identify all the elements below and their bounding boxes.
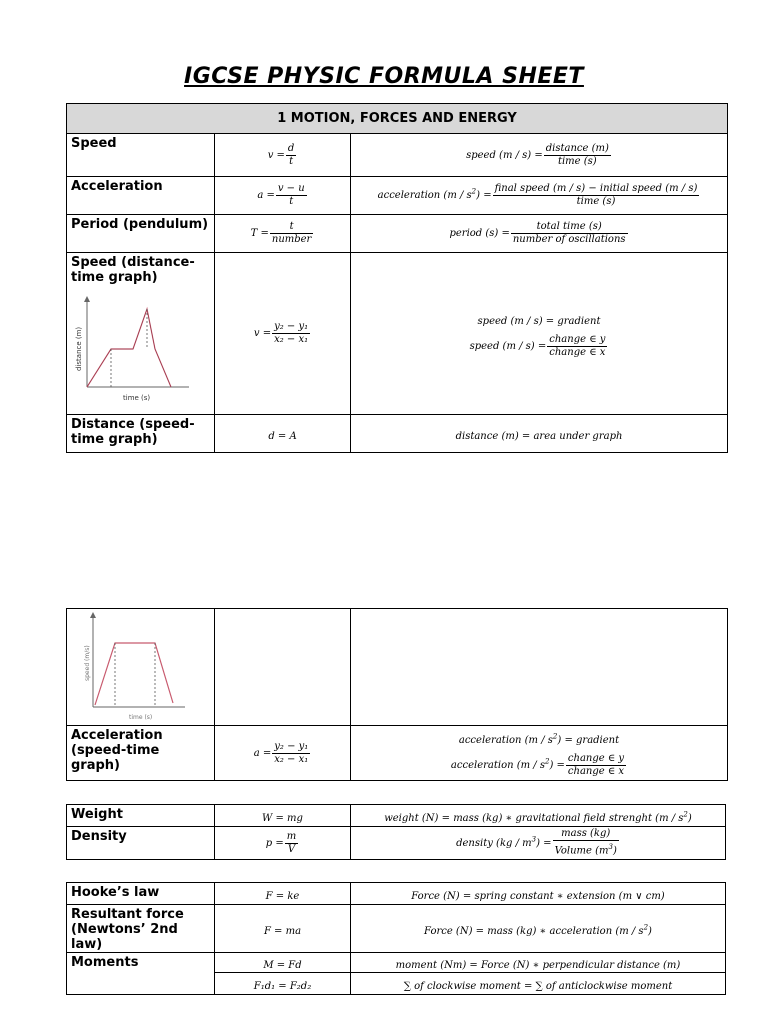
moment-word-formula: moment (Nm) = Force (N) ∗ perpendicular distance (m): [395, 960, 681, 971]
density-label: Density: [67, 827, 215, 860]
hooke-word-formula: Force (N) = spring constant ∗ extension (m ∨ cm): [411, 891, 665, 902]
acceleration-label: Acceleration: [67, 177, 215, 215]
page-title: IGCSE PHYSIC FORMULA SHEET: [184, 64, 584, 89]
principle-of-moments-symbol-formula: F₁d₁ = F₂d₂: [253, 981, 312, 992]
density-word-formula: density $(kg / m^3)$ = $\frac{\text{mass (kg)}}{Volume (m^3)}$: [456, 828, 617, 857]
moments-row: [67, 953, 726, 973]
section-header: 1 MOTION, FORCES AND ENERGY: [67, 104, 728, 134]
graph-ylabel: speed (m/s): [84, 645, 91, 681]
density-symbol-formula: p = $\frac{m}{V}$: [265, 830, 297, 855]
speed-change-formula: speed (m / s) = $\frac{\text{change ∈ y}}{\text{change ∈ x}}$: [469, 333, 606, 358]
forces-moments-table: [66, 882, 726, 995]
acceleration-word-formula: acceleration $(m / s^2)$ = $\frac{\text{final speed (m / s) − initial speed (m / s)}}{\text{time (s)}}$: [377, 183, 698, 207]
period-label: Period (pendulum): [67, 215, 215, 253]
speed-gradient-formula: speed (m / s) = gradient: [477, 315, 601, 327]
resultant-row: [67, 905, 726, 953]
period-symbol-formula: T = $\frac{t}{\text{number}}$: [250, 221, 312, 245]
distance-time-graph: [71, 291, 211, 403]
principle-of-moments-word-formula: ∑ of clockwise moment = ∑ of anticlockwise moment: [403, 981, 673, 992]
distance-graph-label: Distance (speed-time graph): [67, 415, 215, 453]
hooke-label: Hooke’s law: [67, 883, 215, 905]
accel-graph-symbol-formula: a = $\frac{\text{y₂ − y₁}}{\text{x₂ − x₁}}$: [253, 740, 309, 765]
period-row: [67, 215, 728, 253]
graph-xlabel: time (s): [123, 394, 151, 402]
distance-word-formula: distance (m) = area under graph: [455, 431, 623, 442]
resultant-symbol-formula: F = ma: [263, 926, 302, 937]
moment-symbol-formula: M = Fd: [263, 960, 302, 971]
resultant-word-formula: Force (N) = mass (kg) ∗ acceleration $(m / s^2)$: [424, 923, 652, 937]
moments-label: Moments: [67, 953, 215, 995]
speed-graph-label: Speed (distance-time graph): [71, 255, 195, 285]
speed-row: [67, 134, 728, 177]
speed-time-table: [66, 608, 728, 781]
speed-time-graph-row: [67, 609, 728, 726]
speed-graph-row: [67, 253, 728, 415]
weight-row: [67, 805, 726, 827]
motion-forces-energy-table: [66, 103, 728, 453]
weight-word-formula: weight (N) = mass (kg) ∗ gravitational field strenght $(m / s^2)$: [384, 810, 692, 824]
hooke-row: [67, 883, 726, 905]
accel-change-formula: acceleration $(m / s^2)$ = $\frac{\text{change ∈ y}}{\text{change ∈ x}}$: [450, 753, 625, 777]
accel-gradient-formula: acceleration $(m / s^2)$ = gradient: [458, 732, 620, 746]
speed-word-formula: speed (m / s) = $\frac{\text{distance (m)}}{\text{time (s)}}$: [466, 142, 609, 167]
weight-label: Weight: [67, 805, 215, 827]
hooke-symbol-formula: F = ke: [265, 891, 300, 902]
weight-density-table: [66, 804, 726, 860]
accel-graph-label: Acceleration (speed-time graph): [67, 726, 215, 781]
density-row: [67, 827, 726, 860]
speed-label: Speed: [67, 134, 215, 177]
speed-time-graph: [67, 609, 197, 723]
graph-ylabel: distance (m): [75, 326, 83, 371]
speed-symbol-formula: v = $\frac{d}{t}$: [267, 142, 295, 167]
distance-graph-row: [67, 415, 728, 453]
acceleration-row: [67, 177, 728, 215]
accel-graph-row: [67, 726, 728, 781]
weight-symbol-formula: W = mg: [262, 813, 303, 824]
resultant-label: Resultant force (Newtons’ 2nd law): [67, 905, 215, 953]
distance-symbol-formula: d = A: [268, 431, 297, 442]
speed-graph-symbol-formula: v = $\frac{\text{y₂ − y₁}}{\text{x₂ − x₁}}$: [253, 321, 309, 345]
acceleration-symbol-formula: a = $\frac{v - u}{t}$: [257, 183, 305, 207]
graph-xlabel: time (s): [129, 714, 153, 721]
period-word-formula: period (s) = $\frac{\text{total time (s)}}{\text{number of oscillations}}$: [449, 221, 626, 245]
